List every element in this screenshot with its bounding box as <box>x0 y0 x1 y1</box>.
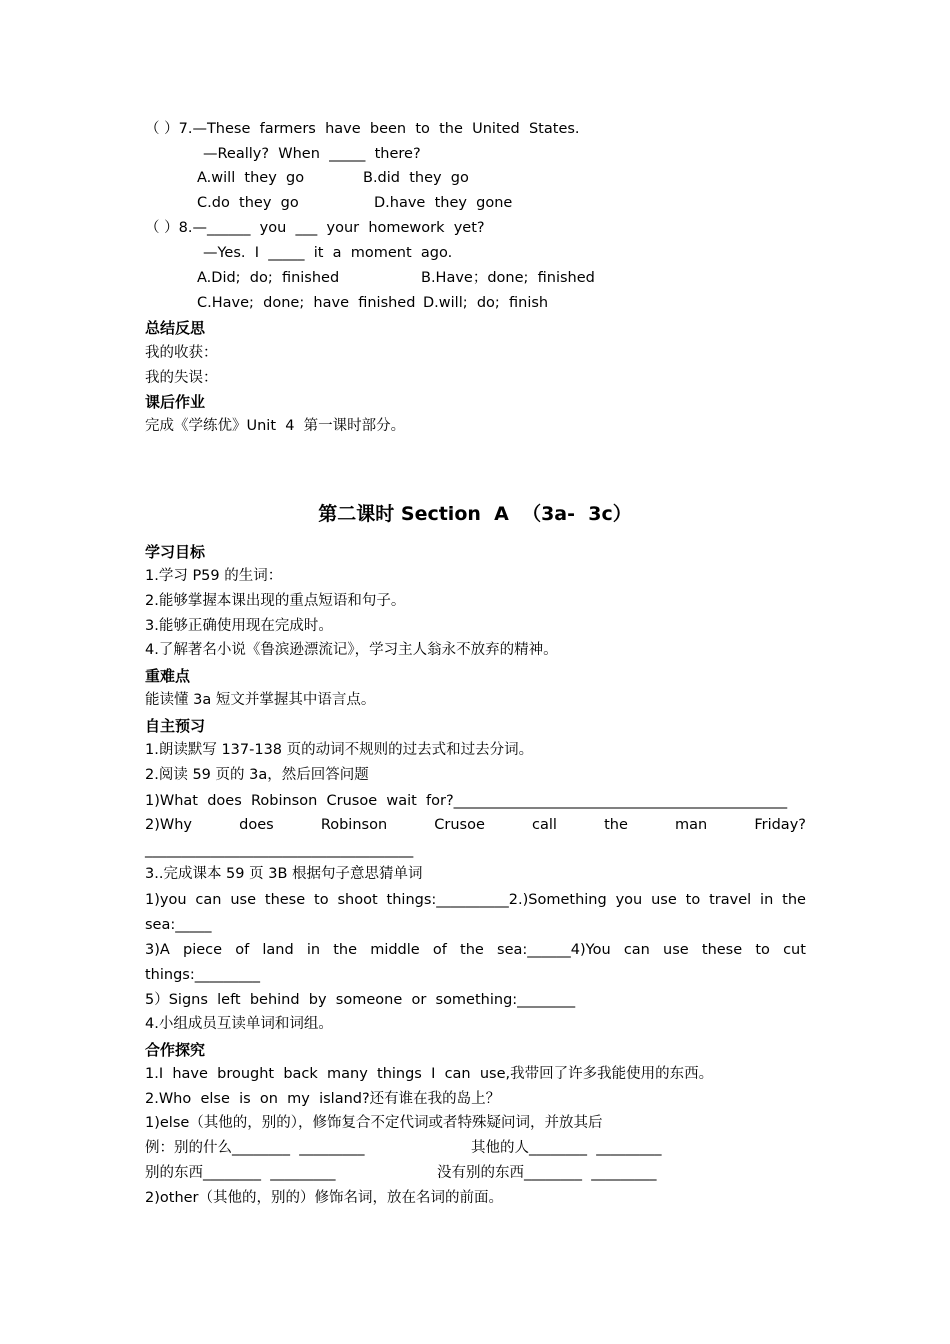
preview-item-4: 4.小组成员互读单词和词组。 <box>145 1016 333 1032</box>
guess-word: of <box>235 942 250 958</box>
guess-line-1 <box>145 890 806 910</box>
question-8-stem: （ ）8.—______ you ___ your homework yet? <box>145 220 485 236</box>
guess-word: travel <box>709 892 752 908</box>
coop-sentence-2: 2.Who else is on my island?还有谁在我的岛上？ <box>145 1091 501 1107</box>
question-8-option-d: D.will; do; finish <box>423 295 549 311</box>
summary-gains: 我的收获： <box>145 345 218 361</box>
preview-item-3: 3..完成课本 59 页 3B 根据句子意思猜单词 <box>145 866 423 882</box>
preview-item-2: 2.阅读 59 页的 3a，然后回答问题 <box>145 767 369 783</box>
question-7-option-a: A.will they go <box>197 170 305 186</box>
key-points-heading: 重难点 <box>145 667 191 685</box>
q2-word: call <box>532 817 557 833</box>
guess-line-5: 5）Signs left behind by someone or something:________ <box>145 992 576 1008</box>
guess-word: these <box>701 942 743 958</box>
goals-heading: 学习目标 <box>145 543 206 561</box>
guess-word: to <box>314 892 329 908</box>
guess-line-3-cont: things:_________ <box>145 967 260 983</box>
homework-text: 完成《学练优》Unit 4 第一课时部分。 <box>145 418 406 434</box>
guess-word: 3)A <box>145 942 170 958</box>
coop-sentence-1: 1.I have brought back many things I can use,我带回了许多我能使用的东西。 <box>145 1066 714 1082</box>
preview-question-2 <box>145 815 806 835</box>
guess-word: use <box>663 942 689 958</box>
guess-word: to <box>755 942 770 958</box>
question-8-option-c: C.Have; done; have finished <box>197 295 416 311</box>
guess-word: to <box>685 892 701 908</box>
guess-word: cut <box>783 942 806 958</box>
guess-word: piece <box>182 942 223 958</box>
guess-word: you <box>615 892 643 908</box>
key-points-text: 能读懂 3a 短文并掌握其中语言点。 <box>145 692 376 708</box>
guess-word: in <box>306 942 321 958</box>
question-7-stem: （ ）7.—These farmers have been to the United States. <box>145 121 580 137</box>
guess-word: use <box>230 892 257 908</box>
question-8-reply: —Yes. I _____ it a moment ago. <box>203 245 453 261</box>
preview-item-1: 1.朗读默写 137-138 页的动词不规则的过去式和过去分词。 <box>145 742 534 758</box>
q2-word: Friday? <box>754 817 806 833</box>
guess-word: shoot <box>337 892 378 908</box>
preview-question-2-blank: _____________________________________ <box>145 842 414 858</box>
guess-word: of <box>432 942 447 958</box>
goal-item-2: 2.能够掌握本课出现的重点短语和句子。 <box>145 593 406 609</box>
question-8-option-b: B.Have；done; finished <box>421 270 595 286</box>
guess-word: these <box>264 892 306 908</box>
q2-word: 2)Why <box>145 817 192 833</box>
guess-line-3 <box>145 940 806 960</box>
question-7-reply: —Really? When _____ there? <box>203 146 421 162</box>
else-note: 1)else（其他的，别的），修饰复合不定代词或者特殊疑问词，并放其后 <box>145 1115 603 1131</box>
guess-word: the <box>782 892 806 908</box>
homework-heading: 课后作业 <box>145 393 206 411</box>
guess-line-1-cont: sea:_____ <box>145 917 212 933</box>
summary-heading: 总结反思 <box>145 319 206 337</box>
example-nothing-else: 没有别的东西________ _________ <box>437 1165 657 1181</box>
q2-word: Robinson <box>320 817 388 833</box>
goal-item-1: 1.学习 P59 的生词： <box>145 568 283 584</box>
example-other-people: 其他的人________ _________ <box>471 1140 662 1156</box>
preview-heading: 自主预习 <box>145 717 206 735</box>
guess-word: middle <box>370 942 420 958</box>
guess-word: can <box>623 942 650 958</box>
coop-heading: 合作探究 <box>145 1041 206 1059</box>
question-7-option-c: C.do they go <box>197 195 299 211</box>
question-8-option-a: A.Did; do; finished <box>197 270 340 286</box>
q2-word: Crusoe <box>434 817 485 833</box>
question-7-option-b: B.did they go <box>363 170 469 186</box>
lesson-title: 第二课时 Section A （3a- 3c） <box>318 503 632 525</box>
example-something-else: 例：别的什么________ _________ <box>145 1140 365 1156</box>
question-7-option-d: D.have they gone <box>374 195 513 211</box>
summary-mistakes: 我的失误： <box>145 370 218 386</box>
other-note: 2)other（其他的，别的）修饰名词，放在名词的前面。 <box>145 1190 504 1206</box>
guess-word: the <box>333 942 358 958</box>
guess-word: 1)you <box>145 892 187 908</box>
example-other-things: 别的东西________ _________ <box>145 1165 336 1181</box>
guess-word: the <box>460 942 484 958</box>
guess-word: can <box>195 892 222 908</box>
preview-question-1: 1)What does Robinson Crusoe wait for?______________________________________________ <box>145 793 788 809</box>
guess-word: land <box>262 942 294 958</box>
q2-word: does <box>239 817 274 833</box>
guess-word: in <box>760 892 774 908</box>
q2-word: man <box>675 817 708 833</box>
goal-item-4: 4.了解著名小说《鲁滨逊漂流记》，学习主人翁永不放弃的精神。 <box>145 642 558 658</box>
q2-word: the <box>604 817 628 833</box>
guess-word: things:__________2.)Something <box>386 892 607 908</box>
guess-word: sea:______4)You <box>497 942 611 958</box>
guess-word: use <box>651 892 677 908</box>
goal-item-3: 3.能够正确使用现在完成时。 <box>145 618 333 634</box>
